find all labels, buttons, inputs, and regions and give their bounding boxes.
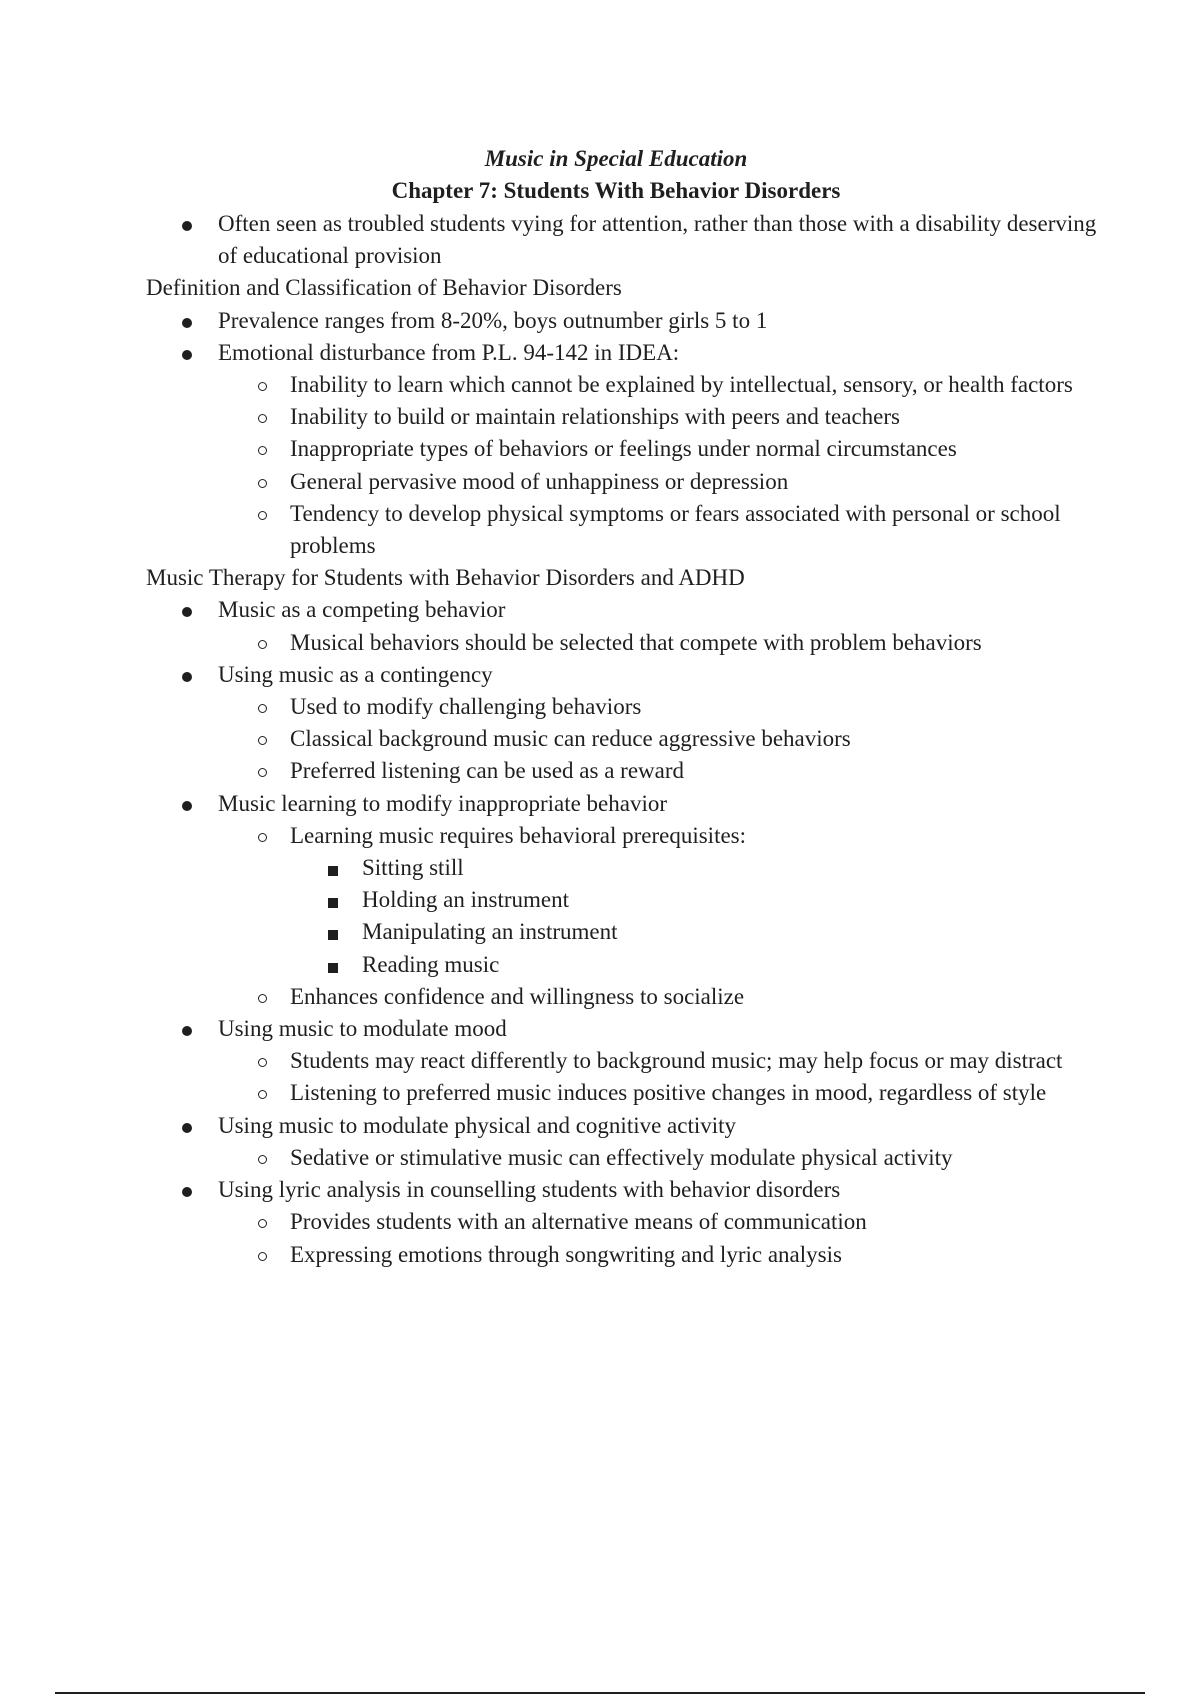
sub-bullet-list [218,627,1106,659]
sub-bullet-list [218,369,1106,562]
sub-sub-list-item [290,916,1106,948]
bullet-disc-icon [182,221,192,231]
sub-sub-list-item-text: Holding an instrument [362,887,569,913]
bullet-disc-icon [182,607,192,617]
sub-sub-list-item-text: Reading music [362,951,500,977]
list-item [146,337,1106,562]
sub-list-item-text: Inability to learn which cannot be explained by intellectual, sensory, or health factors [290,372,1073,398]
document-subtitle: Music in Special Education [484,146,748,171]
bullet-circle-icon [258,833,267,842]
bullet-circle-icon [258,479,267,488]
bullet-square-icon [328,866,338,876]
chapter-title: Chapter 7: Students With Behavior Disorders [391,178,841,203]
sub-sub-list-item [290,949,1106,981]
bullet-circle-icon [258,1058,267,1067]
list-item-text: Prevalence ranges from 8-20%, boys outnumber girls 5 to 1 [218,307,768,333]
list-item-text: Music learning to modify inappropriate behavior [218,790,668,816]
definition-bullet-list [146,305,1106,563]
sub-bullet-list [218,691,1106,788]
sub-list-item-text: Students may react differently to background music; may help focus or may distract [290,1048,1063,1074]
sub-bullet-list [218,1045,1106,1109]
sub-sub-list-item [290,852,1106,884]
sub-list-item [218,369,1106,401]
sub-list-item [218,1077,1106,1109]
list-item [146,208,1106,272]
bullet-circle-icon [258,511,267,520]
sub-bullet-list [218,1206,1106,1270]
bullet-square-icon [328,898,338,908]
sub-list-item-text: Enhances confidence and willingness to socialize [290,983,745,1009]
sub-list-item [218,401,1106,433]
sub-list-item-text: Inappropriate types of behaviors or feelings under normal circumstances [290,436,957,462]
sub-list-item [218,1206,1106,1238]
bullet-disc-icon [182,801,192,811]
sub-bullet-list [218,1142,1106,1174]
sub-sub-bullet-list [290,852,1106,981]
sub-list-item-text: Classical background music can reduce aggressive behaviors [290,726,851,752]
list-item-text: Often seen as troubled students vying for attention, rather than those with a disability deserving of educational provision [218,211,1097,269]
list-item-text: Using music to modulate physical and cognitive activity [218,1112,737,1138]
sub-list-item-text: Musical behaviors should be selected that compete with problem behaviors [290,629,982,655]
list-item-text: Using lyric analysis in counselling students with behavior disorders [218,1177,841,1203]
sub-list-item [218,1239,1106,1271]
bullet-square-icon [328,963,338,973]
bullet-disc-icon [182,1187,192,1197]
footer-divider [55,1692,1145,1694]
sub-list-item-text: Listening to preferred music induces positive changes in mood, regardless of style [290,1080,1047,1106]
section-heading-definition: Definition and Classification of Behavior Disorders [146,275,622,301]
bullet-circle-icon [258,1090,267,1099]
sub-list-item [218,723,1106,755]
document-header [0,143,1200,207]
sub-list-item [218,1142,1106,1174]
list-item-text: Using music as a contingency [218,661,493,687]
list-item [146,594,1106,658]
bullet-circle-icon [258,640,267,649]
sub-list-item-text: Sedative or stimulative music can effectively modulate physical activity [290,1144,953,1170]
bullet-disc-icon [182,318,192,328]
sub-list-item [218,755,1106,787]
sub-list-item [218,498,1106,562]
sub-list-item-text: General pervasive mood of unhappiness or depression [290,468,789,494]
sub-sub-list-item-text: Manipulating an instrument [362,919,618,945]
bullet-disc-icon [182,350,192,360]
bullet-circle-icon [258,1252,267,1261]
bullet-circle-icon [258,414,267,423]
sub-list-item [218,627,1106,659]
list-item [146,305,1106,337]
bullet-disc-icon [182,1123,192,1133]
bullet-circle-icon [258,768,267,777]
sub-list-item-text: Learning music requires behavioral prerequisites: [290,822,747,848]
bullet-circle-icon [258,446,267,455]
sub-sub-list-item [290,884,1106,916]
section-heading-music-therapy: Music Therapy for Students with Behavior Disorders and ADHD [146,565,745,591]
bullet-circle-icon [258,736,267,745]
sub-list-item-text: Provides students with an alternative means of communication [290,1209,867,1235]
list-item-text: Music as a competing behavior [218,597,506,623]
sub-list-item [218,691,1106,723]
list-item-text: Using music to modulate mood [218,1016,507,1042]
list-item-text: Emotional disturbance from P.L. 94-142 in IDEA: [218,339,680,365]
intro-bullet-list [146,208,1106,272]
bullet-disc-icon [182,672,192,682]
list-item [146,1013,1106,1110]
list-item [146,1110,1106,1174]
sub-list-item-text: Inability to build or maintain relationships with peers and teachers [290,404,900,430]
music-therapy-bullet-list [146,594,1106,1270]
bullet-square-icon [328,930,338,940]
sub-bullet-list [218,820,1106,1013]
sub-list-item-text: Used to modify challenging behaviors [290,694,642,720]
sub-list-item [218,433,1106,465]
list-item [146,1174,1106,1271]
bullet-circle-icon [258,1219,267,1228]
sub-list-item-text: Expressing emotions through songwriting and lyric analysis [290,1241,842,1267]
sub-list-item-text: Tendency to develop physical symptoms or fears associated with personal or school problems [290,500,1061,559]
list-item [146,788,1106,1013]
sub-list-item [218,466,1106,498]
bullet-circle-icon [258,994,267,1003]
document-body [146,208,1106,1271]
sub-list-item-text: Preferred listening can be used as a reward [290,758,685,784]
bullet-circle-icon [258,704,267,713]
sub-list-item [218,1045,1106,1077]
sub-list-item [218,820,1106,981]
sub-sub-list-item-text: Sitting still [362,855,464,881]
sub-list-item [218,981,1106,1013]
list-item [146,659,1106,788]
bullet-disc-icon [182,1026,192,1036]
bullet-circle-icon [258,382,267,391]
bullet-circle-icon [258,1155,267,1164]
